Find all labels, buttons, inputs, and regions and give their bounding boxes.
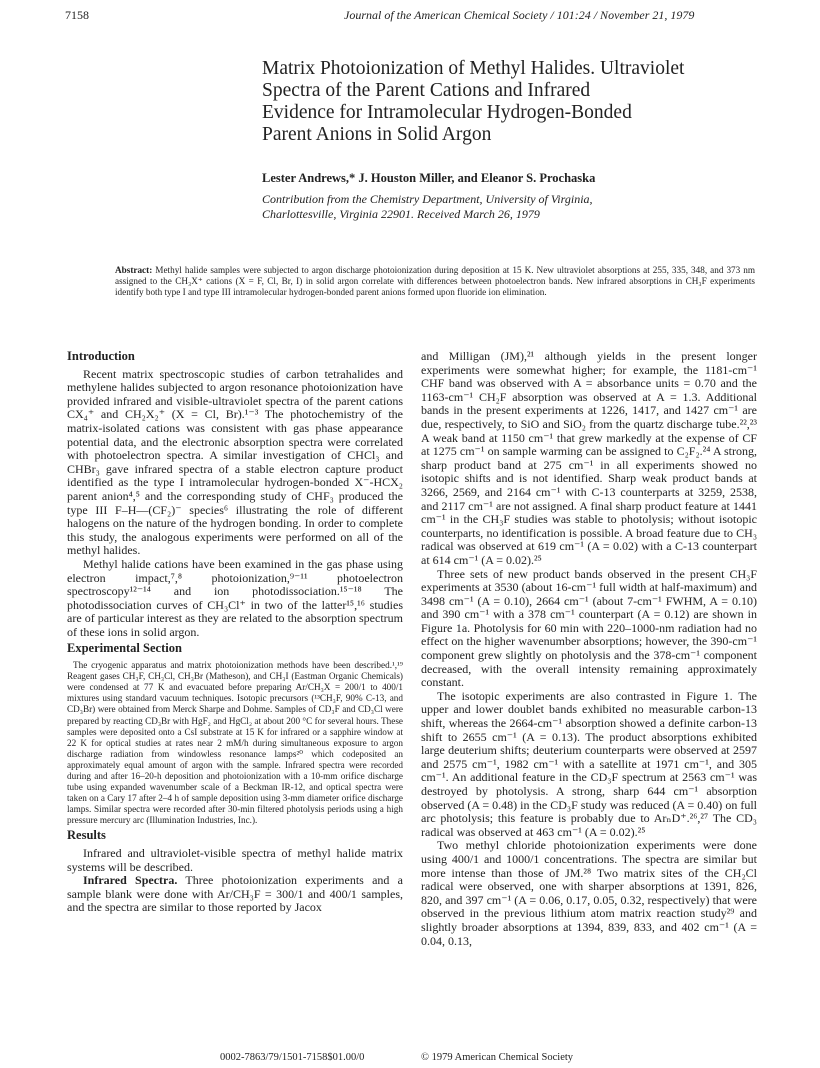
subsection-label: Infrared Spectra.: [83, 873, 178, 888]
article-title: [262, 58, 762, 146]
section-heading-experimental: Experimental Section: [67, 641, 182, 656]
footer-code: 0002-7863/79/1501-7158$01.00/0: [220, 1052, 365, 1063]
page-number: 7158: [65, 8, 89, 22]
paragraph-text: Three photoionization experiments and a sample blank were done with Ar/CH₃F = 300/1 and 400/1 samples, and the spectra are similar to those reported by Jacox: [67, 873, 403, 915]
author-list: Lester Andrews,* J. Houston Miller, and Eleanor S. Prochaska: [262, 171, 596, 185]
journal-header: Journal of the American Chemical Society / 101:24 / November 21, 1979: [344, 8, 695, 22]
paragraph: The cryogenic apparatus and matrix photoionization methods have been described.¹,¹⁹ Reagent gases CH₃F, CH₃Cl, CH₃Br (Matheson), and CH₃I (Eastman Organic Chemicals) were condensed at 77 K and evacuated before preparing Ar/CH₃X = 200/1 to 400/1 mixtures using standard vacuum techniques. Isotopic precursors (¹³CH₃F, 90% C-13, and CD₃Br) were obtained from Merck Sharpe and Dohme. Samples of CD₃F and CD₃Cl were prepared by reacting CD₃Br with HgF₂ and HgCl₂ at about 200 °C for several hours. These samples were deposited onto a CsI substrate at 15 K for infrared or a sapphire window at 22 K for optical studies at rates near 2 mM/h during simultaneous exposure to argon discharge radiation from windowless resonance lamps²⁰ which codeposited an approximately equal amount of argon with the sample. Infrared spectra were recorded during and after 16–20-h deposition and photoionization with a 10-mm orifice discharge tube using expanded wavenumber scale of a Beckman IR-12, and optical spectra were taken on a Cary 17 after 2–4 h of sample deposition using 3-mm diameter orifice discharge lamps. Similar spectra were recorded after 30-min filtered photolysis periods using a high pressure mercury arc (Illumination Industries, Inc.).: [67, 660, 403, 826]
contribution-note: [262, 192, 593, 222]
paragraph: The isotopic experiments are also contrasted in Figure 1. The upper and lower doublet bands exhibited no measurable carbon-13 shift, whereas the 2664-cm⁻¹ absorption showed a definite carbon-13 shift to 2655 cm⁻¹ (A = 0.13). The product absorptions exhibited large deuterium shifts; deuterium counterparts were observed at 2597 and 2575 cm⁻¹, 1982 cm⁻¹ with a satellite at 1971 cm⁻¹, and 305 cm⁻¹. An additional feature in the CD₃F spectrum at 2563 cm⁻¹ was destroyed by photolysis. A strong, sharp 644 cm⁻¹ absorption observed (A = 0.48) in the CD₃F study was reduced (A = 0.40) on full arc photolysis; this feature is probably due to ArₙD⁺.²⁶,²⁷ The CD₃ radical was observed at 463 cm⁻¹ (A = 0.02).²⁵: [421, 688, 757, 839]
abstract-text: Methyl halide samples were subjected to argon discharge photoionization during deposition at 15 K. New ultraviolet absorptions at 255, 335, 348, and 373 nm assigned to the CH₃X⁺ cations (X = F, Cl, Br, I) in solid argon correlate with differences between photoelectron bands. New infrared absorptions in CH₃F experiments identify both type I and type III intramolecular hydrogen-bonded parent anions formed upon fluoride ion elimination.: [115, 265, 756, 298]
paragraph: Recent matrix spectroscopic studies of carbon tetrahalides and methylene halides subjected to argon resonance photoionization have provided infrared and visible-ultraviolet spectra of the parent cations CX₄⁺ and CH₂X₂⁺ (X = Cl, Br).¹⁻³ The photochemistry of the matrix-isolated cations was consistent with gas phase appearance potential data, and the electronic absorption spectra were correlated with photoelectron spectra. A similar investigation of CHCl₃ and CHBr₃ gave infrared spectra of a stable electron capture product identified as the type I intramolecular hydrogen-bonded X⁻-HCX₂ parent anion⁴,⁵ and the corresponding study of CHF₃ produced the type III F–H—(CF₂)⁻ species⁶ illustrating the role of different halogens on the nature of the hydrogen bonding. In order to complete this study, the analogous experiments were performed on all of the methyl halides.: [67, 366, 403, 558]
right-column: [421, 350, 757, 948]
paragraph: Methyl halide cations have been examined in the gas phase using electron impact,⁷,⁸ photoionization,⁹⁻¹¹ photoelectron spectroscopy¹²⁻¹⁴ and ion photodissociation.¹⁵⁻¹⁸ The photodissociation curves of CH₃Cl⁺ in two of the latter¹⁵,¹⁶ studies are of particular interest as they are related to the absorption spectrum of these ions in solid argon.: [67, 556, 403, 639]
title-line: Evidence for Intramolecular Hydrogen-Bonded: [262, 102, 632, 123]
title-line: Parent Anions in Solid Argon: [262, 124, 492, 145]
contribution-line: Contribution from the Chemistry Department, University of Virginia,: [262, 192, 593, 206]
paragraph: Two methyl chloride photoionization experiments were done using 400/1 and 1000/1 concentrations. The spectra are similar but more intense than those of JM.²⁸ Two matrix sites of the CH₂Cl radical were observed, one with sharper absorptions at 1391, 826, 820, and 397 cm⁻¹ (A = 0.06, 0.17, 0.05, 0.32, respectively) that were observed in the previous lithium atom matrix reaction study²⁹ and slightly broader absorptions at 1394, 839, 833, and 402 cm⁻¹ (A = 0.04, 0.13,: [421, 838, 757, 948]
paragraph: [67, 874, 403, 915]
section-heading-introduction: Introduction: [67, 349, 135, 363]
paragraph: Infrared and ultraviolet-visible spectra of methyl halide matrix systems will be described.: [67, 846, 403, 874]
title-line: Spectra of the Parent Cations and Infrared: [262, 80, 591, 101]
title-line: Matrix Photoionization of Methyl Halides. Ultraviolet: [262, 58, 685, 79]
abstract: [115, 265, 755, 299]
paragraph: and Milligan (JM),²¹ although yields in the present longer experiments were somewhat higher; for example, the 1181-cm⁻¹ CHF band was observed with A = absorbance units = 0.70 and the 1163-cm⁻¹ CH₂F absorption was observed at A = 1.3. Additional bands in the present experiments at 1226, 1417, and 1427 cm⁻¹ are due, respectively, to SiO and SiO₂ from the quartz discharge tube.²²,²³ A weak band at 1150 cm⁻¹ that grew markedly at the expense of CF at 1275 cm⁻¹ on sample warming can be assigned to C₂F₂.²⁴ A strong, sharp product band at 275 cm⁻¹ in all experiments showed no isotopic shifts and is not identified. Sharp weak product bands at 3266, 2569, and 2164 cm⁻¹ with C-13 counterparts at 3259, 2538, and 2117 cm⁻¹ are not assigned. A final sharp product feature at 1441 cm⁻¹ in the CH₃F studies was stable to photolysis; without isotopic counterparts, no identification is possible. A broad feature due to CH₃ radical was observed at 619 cm⁻¹ (A = 0.02) with a C-13 counterpart at 614 cm⁻¹ (A = 0.02).²⁵: [421, 349, 757, 567]
abstract-label: Abstract:: [115, 265, 153, 275]
paragraph: Three sets of new product bands observed in the present CH₃F experiments at 3530 (about 16-cm⁻¹ full width at half-maximum) and 3498 cm⁻¹ (A = 0.10), 2664 cm⁻¹ (about 7-cm⁻¹ FWHM, A = 0.10) and 390 cm⁻¹ with a 378 cm⁻¹ counterpart (A = 0.12) are shown in Figure 1a. Photolysis for 60 min with 220–1000-nm radiation had no effect on the higher wavenumber absorptions; however, the 390-cm⁻¹ component grew slightly on photolysis and the 378-cm⁻¹ component decreased, with the overall intensity remaining approximately constant.: [421, 566, 757, 690]
left-column: [67, 350, 403, 915]
footer-copyright: © 1979 American Chemical Society: [421, 1052, 574, 1063]
section-heading-results: Results: [67, 828, 106, 843]
contribution-line: Charlottesville, Virginia 22901. Received March 26, 1979: [262, 207, 540, 221]
